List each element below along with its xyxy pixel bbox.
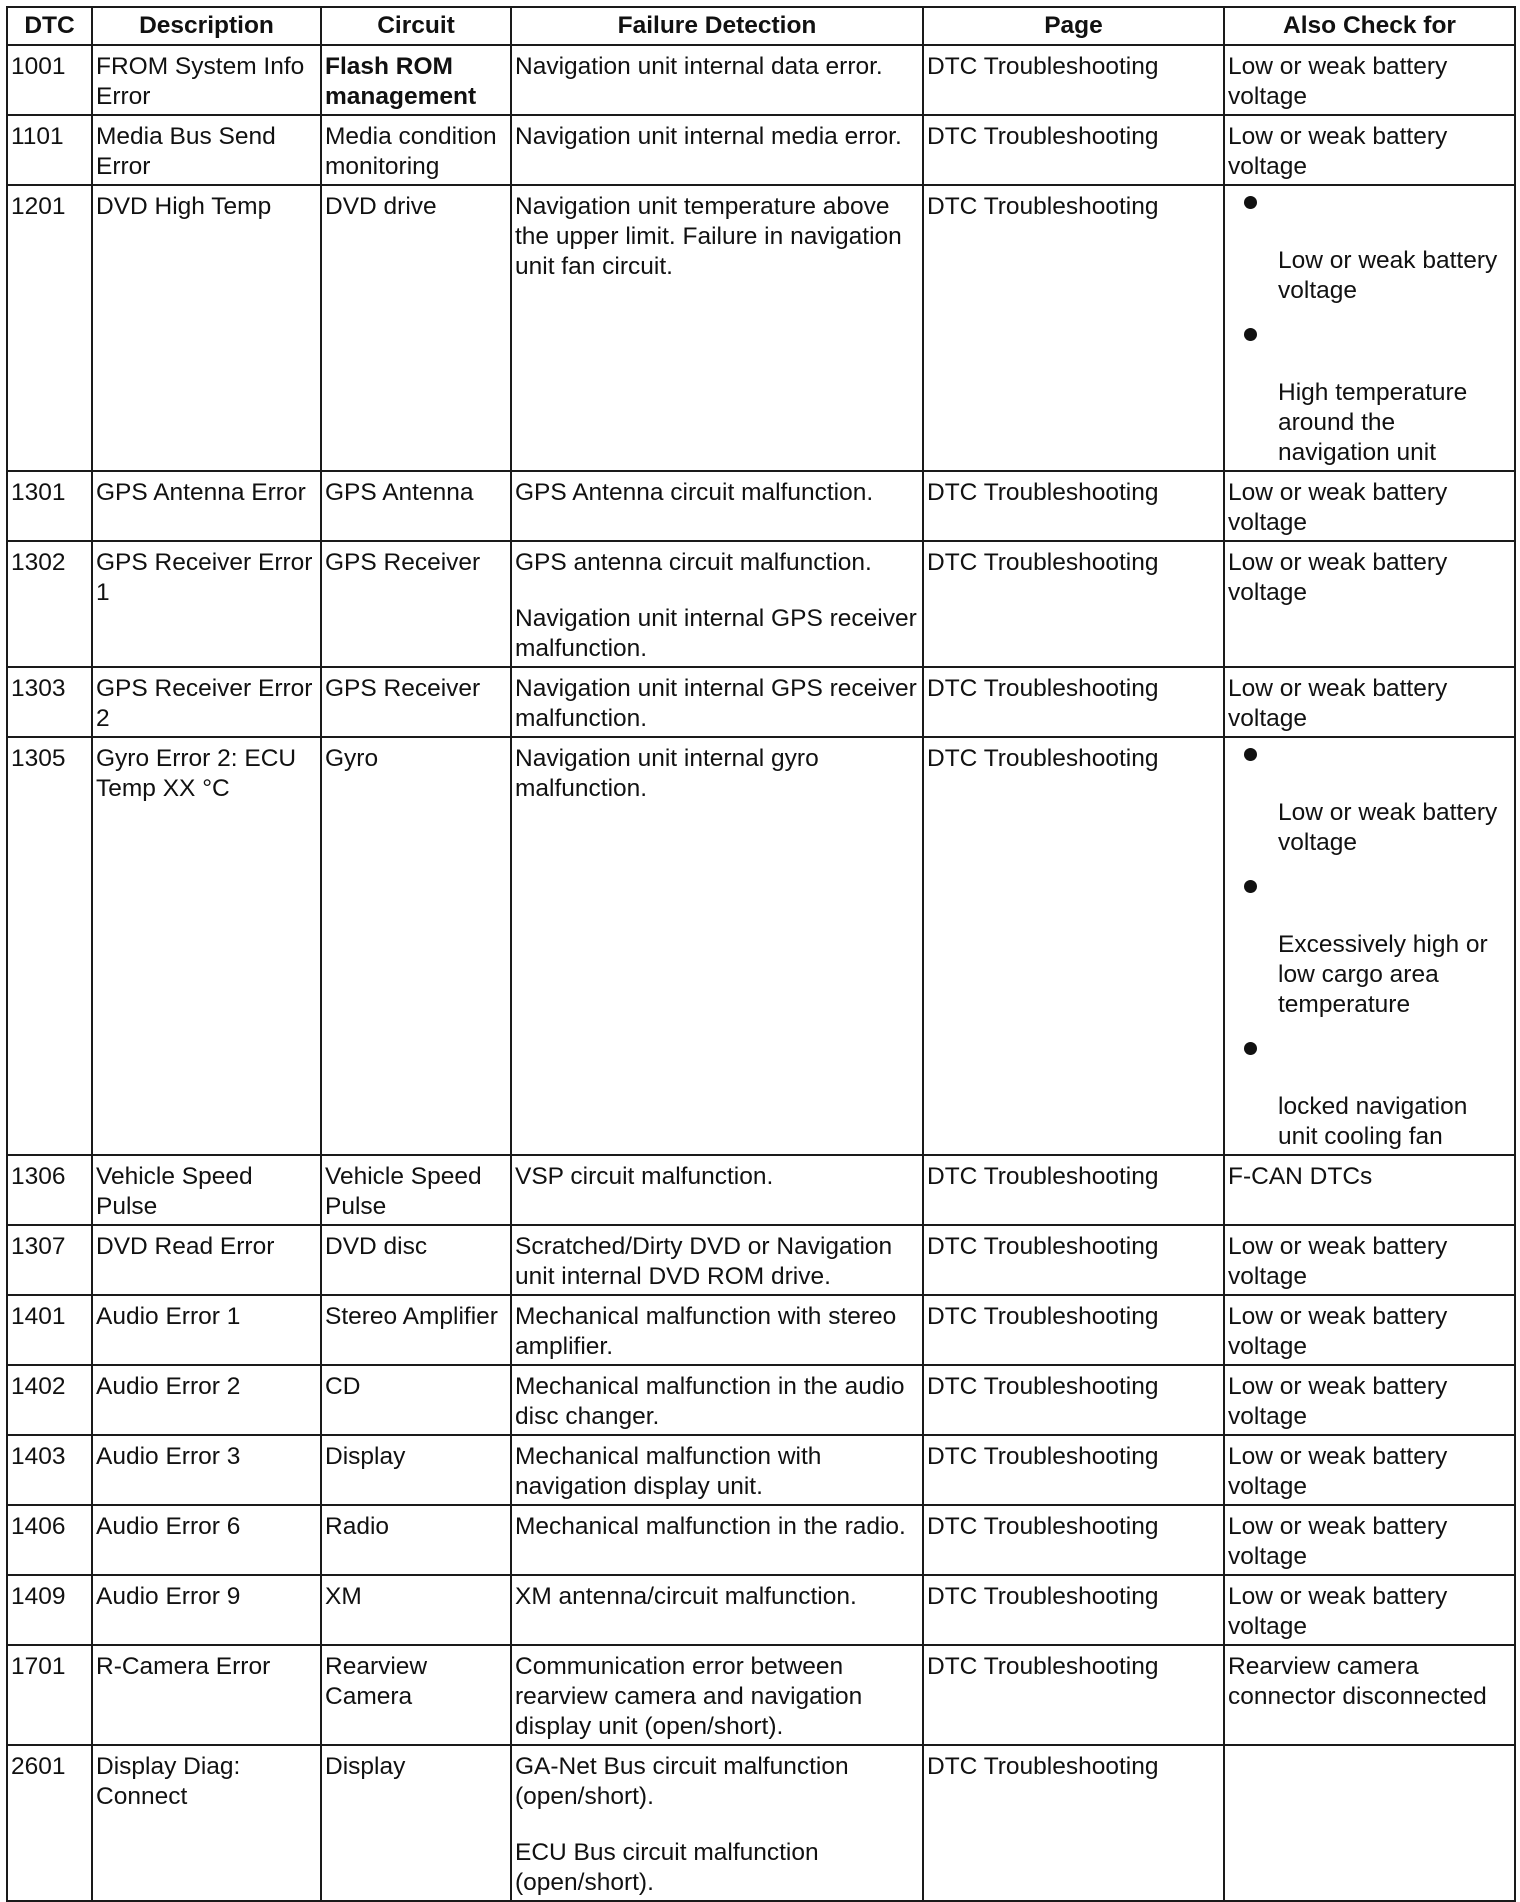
also-check-list <box>1228 192 1511 468</box>
dtc-page: DTC Troubleshooting <box>923 45 1224 115</box>
dtc-page: DTC Troubleshooting <box>923 1365 1224 1435</box>
dtc-description: GPS Receiver Error 1 <box>92 541 321 667</box>
dtc-description: Audio Error 1 <box>92 1295 321 1365</box>
dtc-failure-detection <box>511 45 923 115</box>
dtc-also-check-for <box>1224 1745 1515 1901</box>
table-row <box>7 1575 1515 1645</box>
bullet-icon <box>1244 1042 1257 1055</box>
dtc-description: FROM System Info Error <box>92 45 321 115</box>
table-row <box>7 1435 1515 1505</box>
dtc-failure-detection <box>511 471 923 541</box>
dtc-also-check-for <box>1224 1505 1515 1575</box>
also-check-text: Low or weak battery voltage <box>1228 1303 1448 1360</box>
dtc-failure-detection <box>511 1225 923 1295</box>
also-check-text: Low or weak battery voltage <box>1228 1443 1448 1500</box>
failure-paragraph: GPS Antenna circuit malfunction. <box>515 479 874 506</box>
also-check-text: Low or weak battery voltage <box>1228 1583 1448 1640</box>
dtc-page: DTC Troubleshooting <box>923 185 1224 471</box>
dtc-code: 1307 <box>7 1225 92 1295</box>
also-check-text: Low or weak battery voltage <box>1228 675 1448 732</box>
dtc-description: Audio Error 9 <box>92 1575 321 1645</box>
table-body <box>7 45 1515 1901</box>
table-row <box>7 1225 1515 1295</box>
dtc-code: 1403 <box>7 1435 92 1505</box>
failure-paragraph: Scratched/Dirty DVD or Navigation unit internal DVD ROM drive. <box>515 1233 893 1290</box>
failure-paragraph: Mechanical malfunction with navigation display unit. <box>515 1443 822 1500</box>
table-row <box>7 1155 1515 1225</box>
dtc-page: DTC Troubleshooting <box>923 1155 1224 1225</box>
dtc-description: GPS Receiver Error 2 <box>92 667 321 737</box>
dtc-code: 1409 <box>7 1575 92 1645</box>
also-check-item <box>1228 1038 1511 1152</box>
dtc-failure-detection <box>511 667 923 737</box>
also-check-item <box>1228 324 1511 468</box>
also-check-text: locked navigation unit cooling fan <box>1278 1093 1468 1150</box>
failure-paragraph: GA-Net Bus circuit malfunction (open/short). <box>515 1753 849 1810</box>
dtc-circuit: Flash ROM management <box>321 45 511 115</box>
dtc-page: DTC Troubleshooting <box>923 667 1224 737</box>
also-check-text: Excessively high or low cargo area temperature <box>1278 931 1488 1018</box>
also-check-list <box>1228 744 1511 1152</box>
failure-paragraph: Navigation unit internal GPS receiver malfunction. <box>515 605 917 662</box>
dtc-failure-detection <box>511 1645 923 1745</box>
bullet-icon <box>1244 880 1257 893</box>
header-also-check-for: Also Check for <box>1224 7 1515 45</box>
failure-paragraph: Navigation unit internal gyro malfunction. <box>515 745 819 802</box>
dtc-circuit: Display <box>321 1435 511 1505</box>
also-check-text: Low or weak battery voltage <box>1228 1233 1448 1290</box>
dtc-failure-detection <box>511 541 923 667</box>
dtc-page: DTC Troubleshooting <box>923 1575 1224 1645</box>
dtc-also-check-for <box>1224 737 1515 1155</box>
also-check-text: Low or weak battery voltage <box>1228 1373 1448 1430</box>
dtc-also-check-for <box>1224 115 1515 185</box>
table-row <box>7 541 1515 667</box>
dtc-failure-detection <box>511 1505 923 1575</box>
dtc-page: DTC Troubleshooting <box>923 737 1224 1155</box>
table-row <box>7 667 1515 737</box>
dtc-page: DTC Troubleshooting <box>923 1745 1224 1901</box>
dtc-page: DTC Troubleshooting <box>923 541 1224 667</box>
dtc-description: Audio Error 2 <box>92 1365 321 1435</box>
failure-paragraph: Mechanical malfunction in the audio disc changer. <box>515 1373 905 1430</box>
dtc-code: 1303 <box>7 667 92 737</box>
table-row <box>7 45 1515 115</box>
also-check-text: Low or weak battery voltage <box>1228 479 1448 536</box>
dtc-circuit: DVD drive <box>321 185 511 471</box>
table-row <box>7 1295 1515 1365</box>
bullet-icon <box>1244 196 1257 209</box>
dtc-also-check-for <box>1224 471 1515 541</box>
dtc-failure-detection <box>511 1365 923 1435</box>
also-check-text: Low or weak battery voltage <box>1228 1513 1448 1570</box>
dtc-circuit: Gyro <box>321 737 511 1155</box>
table-row <box>7 185 1515 471</box>
dtc-failure-detection <box>511 1155 923 1225</box>
dtc-page: DTC Troubleshooting <box>923 115 1224 185</box>
bullet-icon <box>1244 748 1257 761</box>
dtc-code: 1001 <box>7 45 92 115</box>
dtc-circuit: XM <box>321 1575 511 1645</box>
table-row <box>7 1505 1515 1575</box>
dtc-failure-detection <box>511 185 923 471</box>
dtc-also-check-for <box>1224 1575 1515 1645</box>
failure-paragraph: Mechanical malfunction in the radio. <box>515 1513 906 1540</box>
dtc-also-check-for <box>1224 1435 1515 1505</box>
dtc-description: Audio Error 3 <box>92 1435 321 1505</box>
dtc-also-check-for <box>1224 1225 1515 1295</box>
table-row <box>7 1365 1515 1435</box>
dtc-also-check-for <box>1224 45 1515 115</box>
dtc-also-check-for <box>1224 1295 1515 1365</box>
header-dtc: DTC <box>7 7 92 45</box>
also-check-text: Low or weak battery voltage <box>1228 549 1448 606</box>
dtc-circuit: DVD disc <box>321 1225 511 1295</box>
failure-paragraph: Navigation unit temperature above the upper limit. Failure in navigation unit fan circuit. <box>515 193 902 280</box>
also-check-text: Low or weak battery voltage <box>1278 799 1498 856</box>
dtc-failure-detection <box>511 1295 923 1365</box>
dtc-description: Vehicle Speed Pulse <box>92 1155 321 1225</box>
dtc-failure-detection <box>511 1435 923 1505</box>
dtc-circuit: Rearview Camera <box>321 1645 511 1745</box>
also-check-item <box>1228 192 1511 306</box>
dtc-also-check-for <box>1224 1365 1515 1435</box>
also-check-text: Low or weak battery voltage <box>1228 123 1448 180</box>
dtc-code: 1306 <box>7 1155 92 1225</box>
header-page: Page <box>923 7 1224 45</box>
dtc-code: 1701 <box>7 1645 92 1745</box>
dtc-also-check-for <box>1224 667 1515 737</box>
dtc-description: DVD High Temp <box>92 185 321 471</box>
header-failure-detection: Failure Detection <box>511 7 923 45</box>
failure-paragraph: ECU Bus circuit malfunction (open/short). <box>515 1839 819 1896</box>
also-check-text: F-CAN DTCs <box>1228 1163 1373 1190</box>
dtc-circuit: GPS Antenna <box>321 471 511 541</box>
table-row <box>7 1745 1515 1901</box>
dtc-code: 1305 <box>7 737 92 1155</box>
dtc-failure-detection <box>511 737 923 1155</box>
dtc-page: DTC Troubleshooting <box>923 1645 1224 1745</box>
dtc-also-check-for <box>1224 1645 1515 1745</box>
failure-paragraph: Navigation unit internal data error. <box>515 53 883 80</box>
dtc-circuit: GPS Receiver <box>321 667 511 737</box>
dtc-description: DVD Read Error <box>92 1225 321 1295</box>
dtc-description: Gyro Error 2: ECU Temp XX °C <box>92 737 321 1155</box>
dtc-code: 1301 <box>7 471 92 541</box>
dtc-also-check-for <box>1224 185 1515 471</box>
also-check-text: High temperature around the navigation unit <box>1278 379 1468 466</box>
header-description: Description <box>92 7 321 45</box>
table-row <box>7 737 1515 1155</box>
dtc-page: DTC Troubleshooting <box>923 1505 1224 1575</box>
dtc-code: 1401 <box>7 1295 92 1365</box>
dtc-description: Media Bus Send Error <box>92 115 321 185</box>
failure-paragraph: Mechanical malfunction with stereo amplifier. <box>515 1303 897 1360</box>
also-check-text: Rearview camera connector disconnected <box>1228 1653 1487 1710</box>
failure-paragraph: XM antenna/circuit malfunction. <box>515 1583 857 1610</box>
dtc-description: Audio Error 6 <box>92 1505 321 1575</box>
failure-paragraph: Navigation unit internal media error. <box>515 123 902 150</box>
dtc-code: 2601 <box>7 1745 92 1901</box>
table-row <box>7 115 1515 185</box>
dtc-circuit: Stereo Amplifier <box>321 1295 511 1365</box>
table-row <box>7 1645 1515 1745</box>
bullet-icon <box>1244 328 1257 341</box>
header-row <box>7 7 1515 45</box>
dtc-page: DTC Troubleshooting <box>923 471 1224 541</box>
dtc-also-check-for <box>1224 541 1515 667</box>
also-check-text: Low or weak battery voltage <box>1228 53 1448 110</box>
table-row <box>7 471 1515 541</box>
also-check-text: Low or weak battery voltage <box>1278 247 1498 304</box>
dtc-circuit: Radio <box>321 1505 511 1575</box>
dtc-circuit: Vehicle Speed Pulse <box>321 1155 511 1225</box>
header-circuit: Circuit <box>321 7 511 45</box>
dtc-failure-detection <box>511 1745 923 1901</box>
failure-paragraph: Navigation unit internal GPS receiver malfunction. <box>515 675 917 732</box>
dtc-code: 1201 <box>7 185 92 471</box>
failure-paragraph: Communication error between rearview camera and navigation display unit (open/short). <box>515 1653 863 1740</box>
dtc-description: Display Diag: Connect <box>92 1745 321 1901</box>
dtc-page: DTC Troubleshooting <box>923 1295 1224 1365</box>
dtc-description: R-Camera Error <box>92 1645 321 1745</box>
dtc-circuit: Display <box>321 1745 511 1901</box>
failure-paragraph: GPS antenna circuit malfunction. <box>515 549 872 576</box>
dtc-also-check-for <box>1224 1155 1515 1225</box>
dtc-code: 1302 <box>7 541 92 667</box>
dtc-page: DTC Troubleshooting <box>923 1225 1224 1295</box>
dtc-description: GPS Antenna Error <box>92 471 321 541</box>
dtc-table <box>6 6 1516 1902</box>
dtc-circuit: CD <box>321 1365 511 1435</box>
dtc-failure-detection <box>511 115 923 185</box>
dtc-code: 1406 <box>7 1505 92 1575</box>
dtc-circuit: GPS Receiver <box>321 541 511 667</box>
dtc-circuit: Media condition monitoring <box>321 115 511 185</box>
dtc-failure-detection <box>511 1575 923 1645</box>
also-check-item <box>1228 744 1511 858</box>
dtc-code: 1101 <box>7 115 92 185</box>
also-check-item <box>1228 876 1511 1020</box>
dtc-code: 1402 <box>7 1365 92 1435</box>
dtc-page: DTC Troubleshooting <box>923 1435 1224 1505</box>
failure-paragraph: VSP circuit malfunction. <box>515 1163 774 1190</box>
